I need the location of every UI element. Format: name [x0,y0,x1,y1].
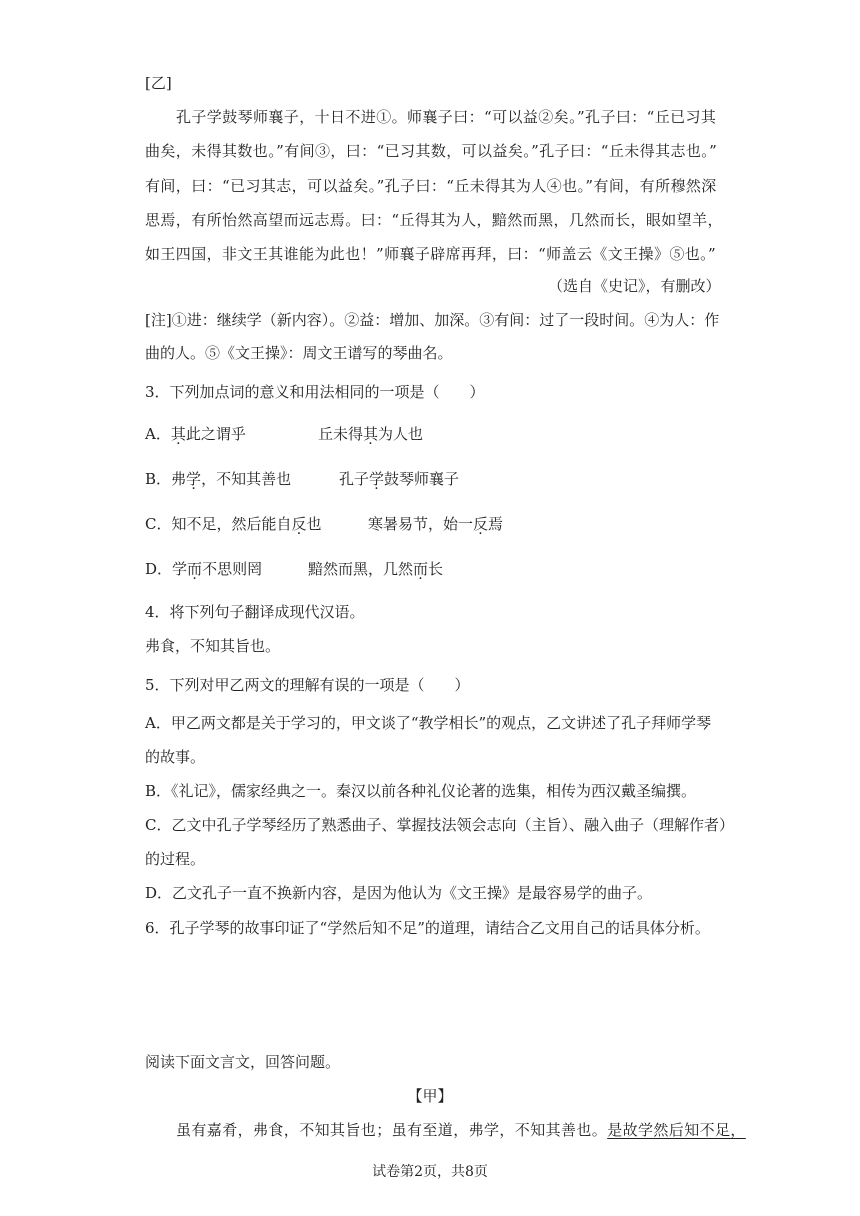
passage-jia-heading: 【甲】 [407,1087,453,1105]
passage-yi-line-1: 孔子学鼓琴师襄子，十日不进①。师襄子曰：“可以益②矣。”孔子曰：“丘已习其 [176,108,717,126]
option-label: C． [145,515,172,533]
dotted-word: 其 [170,425,186,443]
question-3-stem: 3．下列加点词的意义和用法相同的一项是（ ） [145,383,485,401]
question-6-stem: 6．孔子学琴的故事印证了“学然后知不足”的道理，请结合乙文用自己的话具体分析。 [145,919,710,937]
reading-intro: 阅读下面文言文，回答问题。 [145,1053,341,1071]
question-5-option-c[interactable]: C．乙文中孔子学琴经历了熟悉曲子、掌握技法领会志向（主旨）、融入曲子（理解作者） [145,816,734,834]
question-5-option-d[interactable]: D．乙文孔子一直不换新内容，是因为他认为《文王操》是最容易学的曲子。 [145,884,653,902]
dotted-word: 学 [369,470,385,488]
question-4-stem: 4．将下列句子翻译成现代汉语。 [145,603,365,621]
question-4-sentence: 弗食，不知其旨也。 [145,637,281,655]
question-5-option-a-cont: 的故事。 [145,748,206,766]
option-label: A． [145,425,171,443]
question-5-stem: 5．下列对甲乙两文的理解有误的一项是（ ） [145,676,470,694]
passage-yi-line-3: 有间，曰：“已习其志，可以益矣。”孔子曰：“丘未得其为人④也。”有间，有所穆然深 [145,177,717,195]
dotted-word: 其 [363,425,379,443]
option-label: B． [145,470,172,488]
dotted-word: 而 [413,560,429,578]
dotted-word: 学 [186,470,202,488]
question-3-option-a[interactable]: A．其此之谓乎 [145,425,246,443]
question-5-option-a[interactable]: A．甲乙两文都是关于学习的，甲文谈了“教学相长”的观点，乙文讲述了孔子拜师学琴 [145,714,712,732]
question-5-option-b[interactable]: B．《礼记》，儒家经典之一。秦汉以前各种礼仪论著的选集，相传为西汉戴圣编撰。 [145,782,697,800]
underlined-sentence: 是故学然后知不足， [607,1121,746,1139]
question-3-option-d-right: 黯然而黑，几然而长 [308,560,444,578]
passage-yi-source: （选自《史记》，有删改） [548,277,721,295]
passage-yi-note-2: 曲的人。⑤《文王操》：周文王谱写的琴曲名。 [145,344,453,362]
passage-yi-line-4: 思焉，有所怡然高望而远志焉。曰：“丘得其为人，黯然而黑，几然而长，眼如望羊， [145,211,723,229]
passage-yi-heading: [乙] [145,74,172,92]
passage-yi-note-1: [注]①进：继续学（新内容）。②益：增加、加深。③有间：过了一段时间。④为人：作 [145,311,720,329]
question-3-option-a-right: 丘未得其为人也 [318,425,424,443]
question-5-option-c-cont: 的过程。 [145,850,206,868]
question-3-option-d[interactable]: D．学而不思则罔 [145,560,263,578]
question-3-option-c-right: 寒暑易节，始一反焉 [368,515,504,533]
passage-yi-line-5: 如王四国，非文王其谁能为此也！”师襄子辟席再拜，曰：“师盖云《文王操》⑤也。” [145,245,717,263]
page-footer: 试卷第2页，共8页 [372,1164,488,1180]
question-3-option-c[interactable]: C．知不足，然后能自反也 [145,515,322,533]
question-3-option-b[interactable]: B．弗学，不知其善也 [145,470,292,488]
option-label: D． [145,560,173,578]
dotted-word: 而 [187,560,203,578]
passage-jia-line-1: 虽有嘉肴，弗食，不知其旨也；虽有至道，弗学，不知其善也。是故学然后知不足， [176,1121,746,1139]
dotted-word: 反 [473,515,489,533]
question-3-option-b-right: 孔子学鼓琴师襄子 [339,470,460,488]
dotted-word: 反 [291,515,307,533]
passage-yi-line-2: 曲矣，未得其数也。”有间③，曰：“已习其数，可以益矣。”孔子曰：“丘未得其志也。” [145,142,718,160]
